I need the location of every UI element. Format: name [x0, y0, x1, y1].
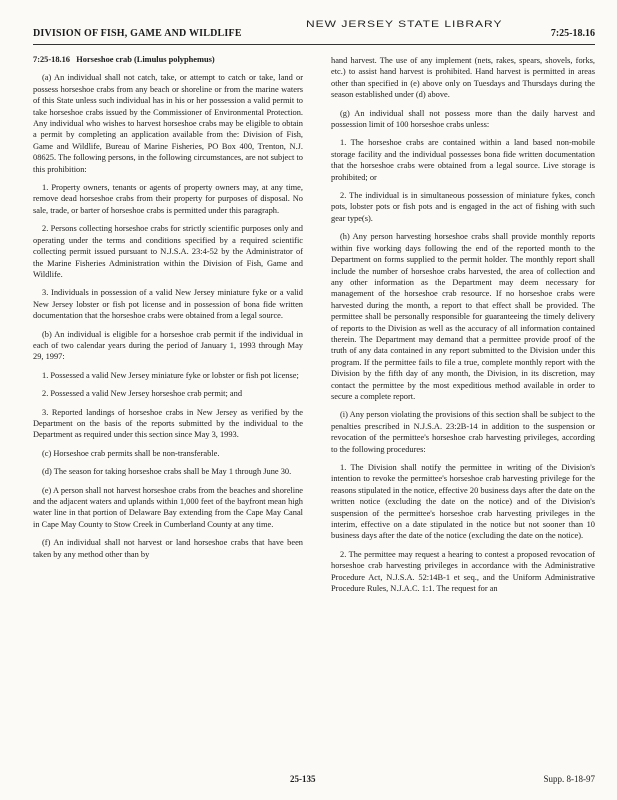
page-header: [33, 18, 595, 42]
paragraph-i1: 1. The Division shall notify the permittee in writing of the Division's intention to revoke the permittee's horseshoe crab harvesting privilege for the reasons stipulated in the notice, effective 20 business days after the date on the written notice (excluding the date on the notice) and of the Division's suspension of the permittee's horseshoe crab harvesting privileges in the interim, effective on a date stipulated in the notice but not sooner than 10 business days after the date of the notice (excluding the date on the notice).: [331, 463, 595, 541]
paragraph-a3: 3. Individuals in possession of a valid New Jersey miniature fyke or a valid New Jersey lobster or fish pot license and in possession of bona fide written documentation that the horseshoe crabs were obtained from a legal source.: [33, 288, 303, 321]
paragraph-b: (b) An individual is eligible for a horseshoe crab permit if the individual in each of two calendar years during the period of January 1, 1993 through May 29, 1997:: [33, 329, 303, 362]
paragraph-b3: 3. Reported landings of horseshoe crabs in New Jersey as verified by the Department on the basis of the reports submitted by the individual to the Department as required under this section since May 3, 1993.: [33, 407, 303, 440]
section-heading: [33, 54, 303, 65]
paragraph-a1: 1. Property owners, tenants or agents of property owners may, at any time, remove dead horseshoe crabs from their property for purposes of disposal. No sale, trade, or barter of horseshoe crabs is permitted under this paragraph.: [33, 183, 303, 215]
library-stamp: NEW JERSEY STATE LIBRARY: [306, 18, 503, 30]
paragraph-h: (h) Any person harvesting horseshoe crabs shall provide monthly reports within five working days following the end of the reported month to the Department on forms supplied to the permit holder. The monthly report shall include the number of horseshoe crabs harvested, the area of collection and any other information as the Department may deem necessary for management of the horseshoe crab resource. If no horseshoe crabs were harvested during the month, a report to that effect shall be provided. The permittee shall be personally responsible for guaranteeing the timely delivery of reports to the Division as well as the accuracy of all information contained therein. The Department may demand that a permittee provide proof of the truth of any data contained in any report submitted to the Division under this program. If the permittee fails to file a true, complete monthly report with the Division by the fifth day of any month, the Division, in its discretion, may contact the permittee by the most expeditious method available in order to secure a complete report.: [331, 232, 595, 401]
paragraph-i: (i) Any person violating the provisions of this section shall be subject to the penalties prescribed in N.J.S.A. 23:2B-14 in addition to the suspension or revocation of the permittee's horseshoe crab harvesting privileges, according to the following procedures:: [331, 410, 595, 454]
running-head: DIVISION OF FISH, GAME AND WILDLIFE: [33, 28, 242, 39]
supplement-date: Supp. 8-18-97: [543, 774, 595, 784]
paragraph-a2: 2. Persons collecting horseshoe crabs for strictly scientific purposes only and operating under the terms and conditions specified by a required scientific collecting permit issued pursuant to N.J.S.A. 23:4-52 by the Administrator of the Marine Fisheries Administration within the Division of Fish, Game and Wildlife.: [33, 224, 303, 279]
paragraph-e: (e) A person shall not harvest horseshoe crabs from the beaches and shoreline and the adjacent waters and uplands within 1,000 feet of the bayfront mean high water line in that portion of Delaware Bay extending from the Cape May Canal in Cape May County to Stow Creek in Cumberland County at any time.: [33, 485, 303, 529]
paragraph-i2: 2. The permittee may request a hearing to contest a proposed revocation of horseshoe crab harvesting privileges in accordance with the Administrative Procedure Act, N.J.S.A. 52:14B-1 et seq., and the Uniform Administrative Procedure Rules, N.J.A.C. 1:1. The request for an: [331, 549, 595, 594]
paragraph-a: (a) An individual shall not catch, take, or attempt to catch or take, land or possess horseshoe crabs from any beach or shoreline or from the marine waters of this State unless such individual has in his or her possession a valid permit to take horseshoe crabs issued by the Commissioner of Environmental Protection. Any individual who wishes to harvest horseshoe crabs may be eligible to obtain a permit by completing an application available from the: Division of Fish, Game and Wildlife, Bureau of Marine Fisheries, PO Box 400, Trenton, N.J. 08625. The following persons, in the following circumstances, are not subject to this prohibition:: [33, 73, 303, 174]
paragraph-c: (c) Horseshoe crab permits shall be non-transferable.: [42, 448, 220, 458]
section-title: Horseshoe crab (Limulus polyphemus): [76, 55, 215, 64]
page-number: 25-135: [290, 774, 316, 784]
paragraph-f-continued: hand harvest. The use of any implement (nets, rakes, spears, shovels, forks, etc.) to assist hand harvest is prohibited. Hand harvest is permitted in areas other than specified in (e) above only on Tuesdays and Thursdays during the season established under (d) above.: [331, 56, 595, 100]
section-number: 7:25-18.16: [33, 55, 70, 64]
header-section-number: 7:25-18.16: [550, 28, 595, 39]
paragraph-g2: 2. The individual is in simultaneous possession of miniature fykes, conch pots, lobster pots or fish pots and is engaged in the act of fishing with such gear type(s).: [331, 191, 595, 223]
paragraph-d: (d) The season for taking horseshoe crabs shall be May 1 through June 30.: [42, 467, 292, 477]
paragraph-b2: 2. Possessed a valid New Jersey horseshoe crab permit; and: [42, 389, 243, 399]
left-column: [33, 54, 303, 567]
paragraph-f: (f) An individual shall not harvest or land horseshoe crabs that have been taken by any method other than by: [33, 538, 303, 559]
right-column: [331, 55, 595, 601]
paragraph-g: (g) An individual shall not possess more than the daily harvest and possession limit of 100 horseshoe crabs unless:: [331, 108, 595, 130]
paragraph-b1: 1. Possessed a valid New Jersey miniature fyke or lobster or fish pot license;: [42, 370, 299, 380]
header-rule: [33, 44, 595, 45]
paragraph-g1: 1. The horseshoe crabs are contained within a land based non-mobile storage facility and the individual possesses bona fide written documentation that the horseshoe crabs were obtained from a legal source. Live storage is prohibited; or: [331, 138, 595, 182]
